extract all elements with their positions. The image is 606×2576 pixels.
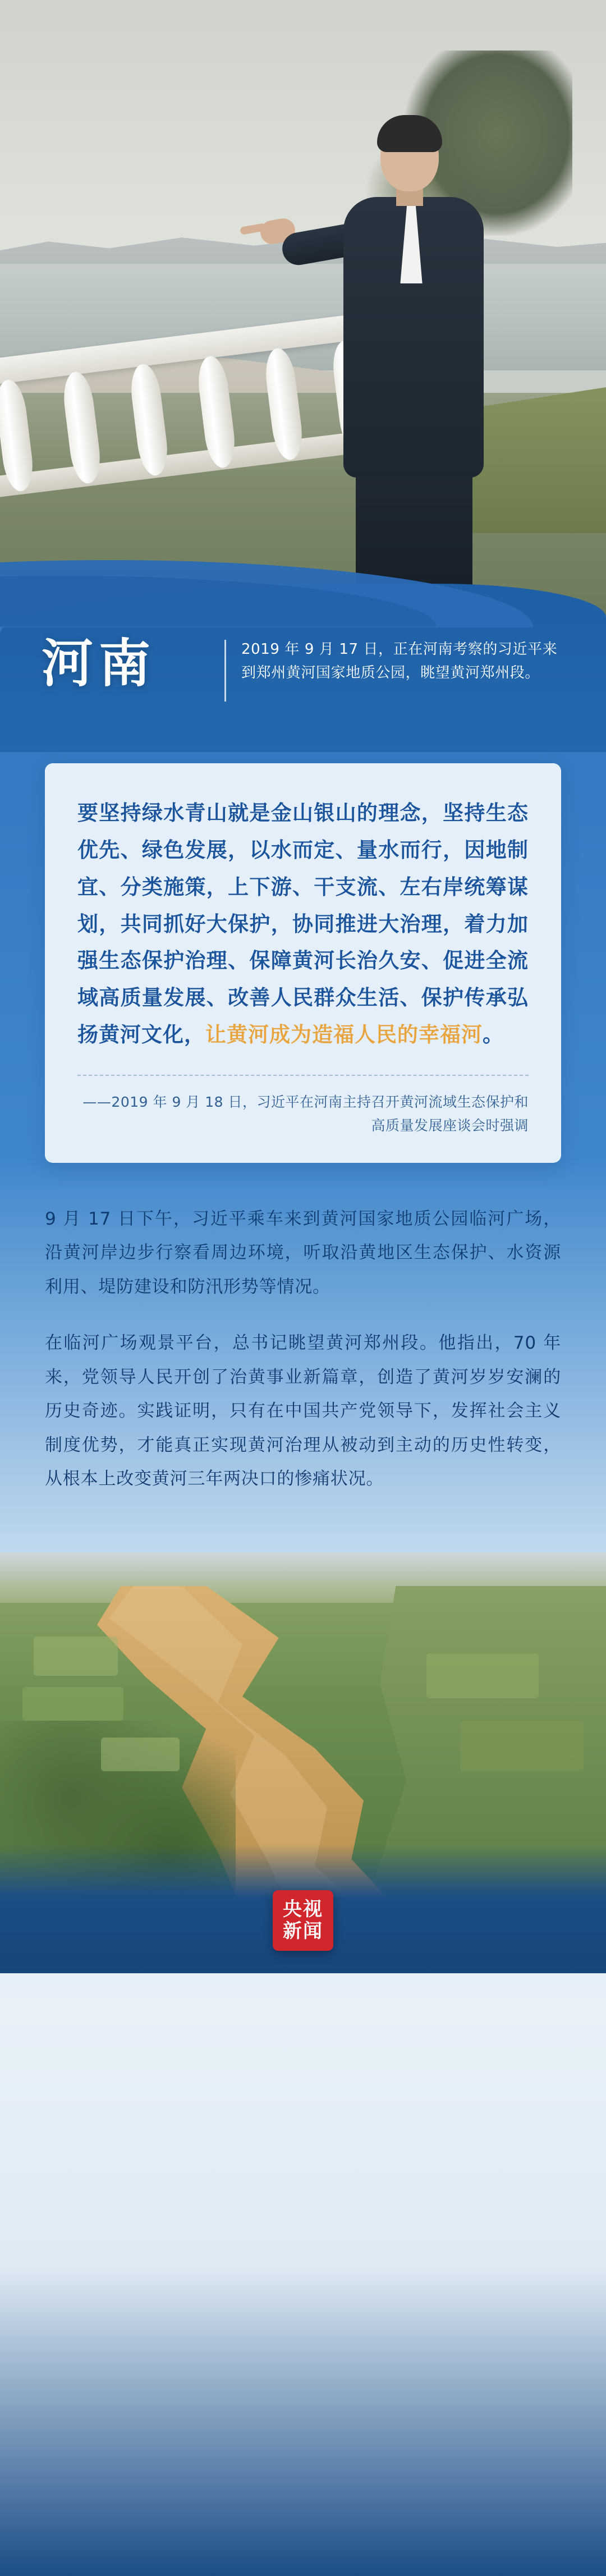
footer-logo-bar (0, 1844, 606, 1973)
aerial-farm-field (101, 1738, 180, 1771)
quote-text (77, 795, 529, 1053)
title-divider (224, 640, 226, 702)
logo-line-1: 央视 (283, 1898, 323, 1921)
body-paragraph: 在临河广场观景平台，总书记眺望黄河郑州段。他指出，70 年来，党领导人民开创了治黄事业新篇章，创造了黄河岁岁安澜的历史奇迹。实践证明，只有在中国共产党领导下，发挥社会主义制度优势，才能真正实现黄河治理从被动到主动的历史性转变，从根本上改变黄河三年两决口的惨痛状况。 (45, 1333, 561, 1489)
article-body (0, 1163, 606, 1552)
cctv-news-logo (273, 1890, 333, 1951)
aerial-farm-field (22, 1687, 123, 1721)
aerial-farm-field (34, 1637, 118, 1676)
quote-source: ——2019 年 9 月 18 日，习近平在河南主持召开黄河流域生态保护和高质量发展座谈会时强调 (82, 1094, 529, 1134)
quote-text-tail: 。 (483, 1023, 504, 1047)
logo-line-2: 新闻 (283, 1919, 323, 1942)
aerial-farm-field (426, 1653, 539, 1698)
person-hair (377, 115, 442, 152)
quote-section (0, 752, 606, 1163)
quote-text-highlight: 让黄河成为造福人民的幸福河 (205, 1023, 483, 1047)
person-figure (314, 121, 516, 615)
quote-card (45, 763, 561, 1163)
quote-divider (77, 1075, 529, 1076)
body-paragraph: 9 月 17 日下午，习近平乘车来到黄河国家地质公园临河广场，沿黄河岸边步行察看周边环境，听取沿黄地区生态保护、水资源利用、堤防建设和防汛形势等情况。 (45, 1209, 561, 1297)
page-title: 河南 (42, 633, 157, 694)
hero-caption: 2019 年 9 月 17 日，正在河南考察的习近平来到郑州黄河国家地质公园，眺望黄河郑州段。 (241, 641, 558, 682)
aerial-farm-field (460, 1721, 584, 1771)
header-wave-band (0, 584, 606, 752)
hero-photo (0, 0, 606, 617)
quote-text-main: 要坚持绿水青山就是金山银山的理念，坚持生态优先、绿色发展，以水而定、量水而行，因地制宜、分类施策，上下游、干支流、左右岸统筹谋划，共同抓好大保护，协同推进大治理，着力加强生态保护治理、保障黄河长治久安、促进全流域高质量发展、改善人民群众生活、保护传承弘扬黄河文化， (77, 801, 529, 1047)
